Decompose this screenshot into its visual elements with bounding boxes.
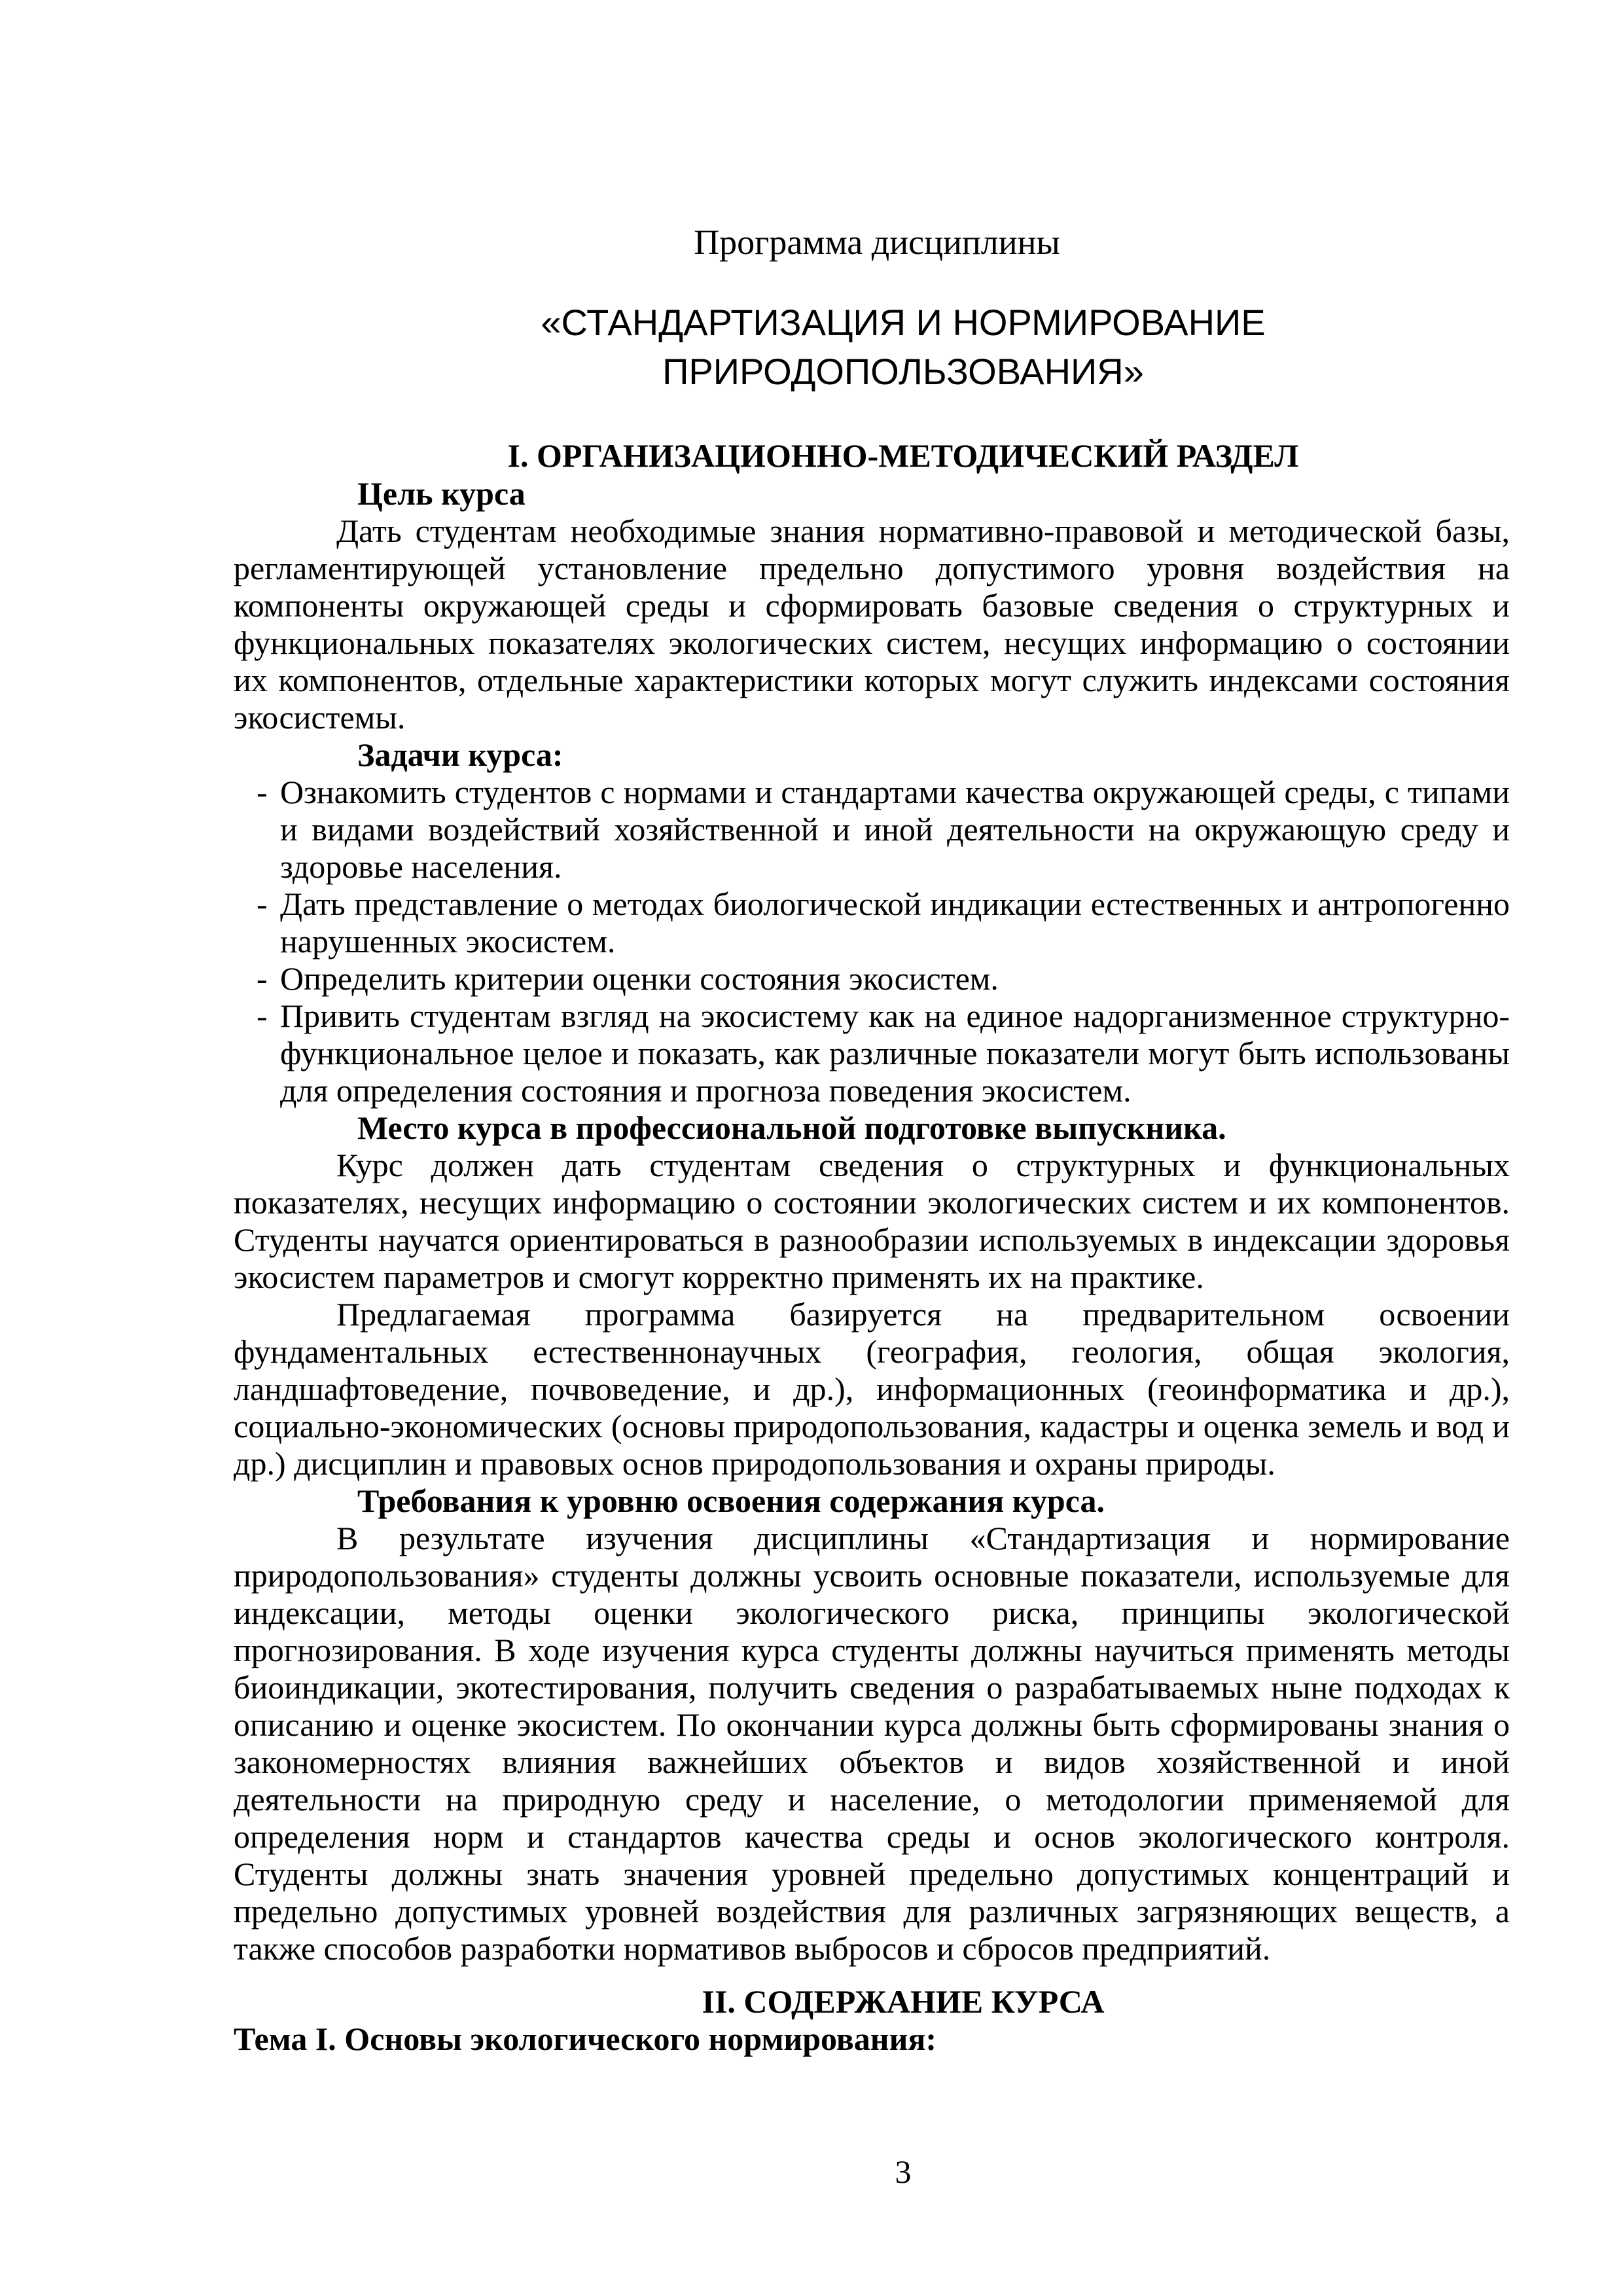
task-item-2 [257,886,1510,960]
discipline-name-text: «СТАНДАРТИЗАЦИЯ И НОРМИРОВАНИЕ ПРИРОДОПОЛЬЗОВАНИЯ» [541,302,1266,392]
task-item-4 [257,997,1510,1109]
task-item-text: Привить студентам взгляд на экосистему как на единое надорганизменное структурно-функциональное целое и показать, как различные показатели могут быть использованы для определения состояния и прогноза поведения экосистем. [280,997,1510,1109]
goal-paragraph: Дать студентам необходимые знания нормативно-правовой и методической базы, регламентирующей установление предельно допустимого уровня воздействия на компоненты окружающей среды и сформировать базовые сведения о структурных и функциональных показателях экологических систем, несущих информацию о состоянии их компонентов, отдельные характеристики которых могут служить индексами состояния экосистемы. [234,512,1510,736]
task-item-text: Определить критерии оценки состояния экосистем. [280,960,999,997]
list-marker: - [257,997,268,1034]
requirements-paragraph: В результате изучения дисциплины «Стандартизация и нормирование природопользования» студенты должны усвоить основные показатели, используемые для индексации, методы оценки экологического риска, принципы экологической прогнозирования. В ходе изучения курса студенты должны научиться применять методы биоиндикации, экотестирования, получить сведения о разрабатываемых ныне подходах к описанию и оценке экосистем. По окончании курса должны быть сформированы знания о закономерностях влияния важнейших объектов и видов хозяйственной и иной деятельности на природную среду и население, о методологии применяемой для определения норм и стандартов качества среды и основ экологического контроля. Студенты должны знать значения уровней предельно допустимых концентраций и предельно допустимых уровней воздействия для различных загрязняющих веществ, а также способов разработки нормативов выбросов и сбросов предприятий. [234,1520,1510,1967]
document-title: Программа дисциплины [694,223,1060,262]
place-paragraph-1: Курс должен дать студентам сведения о структурных и функциональных показателях, несущих информацию о состоянии экологических систем и их компонентов. Студенты научатся ориентироваться в разнообразии используемых в индексации здоровья экосистем параметров и смогут корректно применять их на практике. [234,1147,1510,1295]
task-item-text: Ознакомить студентов с нормами и стандартами качества окружающей среды, с типами и видами воздействий хозяйственной и иной деятельности на окружающую среду и здоровье населения. [280,774,1510,885]
section-2-heading: II. СОДЕРЖАНИЕ КУРСА [702,1983,1105,2020]
section-1-heading: I. ОРГАНИЗАЦИОННО-МЕТОДИЧЕСКИЙ РАЗДЕЛ [507,437,1299,474]
task-item-text: Дать представление о методах биологической индикации естественных и антропогенно нарушенных экосистем. [280,886,1510,960]
task-item-3 [257,960,1510,997]
place-heading: Место курса в профессиональной подготовке выпускника. [357,1109,1226,1146]
list-marker: - [257,774,268,810]
goal-heading: Цель курса [357,475,526,512]
discipline-name [0,298,1623,396]
page-number: 3 [895,2153,912,2190]
requirements-heading: Требования к уровню освоения содержания курса. [357,1482,1105,1519]
list-marker: - [257,886,268,922]
list-marker: - [257,960,268,997]
place-paragraph-2: Предлагаемая программа базируется на предварительном освоении фундаментальных естественнонаучных (география, геология, общая экология, ландшафтоведение, почвоведение, и др.), информационных (геоинформатика и др.), социально-экономических (основы природопользования, кадастры и оценка земель и вод и др.) дисциплин и правовых основ природопользования и охраны природы. [234,1296,1510,1482]
tasks-heading: Задачи курса: [357,736,563,773]
task-item-1 [257,774,1510,886]
topic-1-heading: Тема I. Основы экологического нормирования: [234,2020,937,2057]
